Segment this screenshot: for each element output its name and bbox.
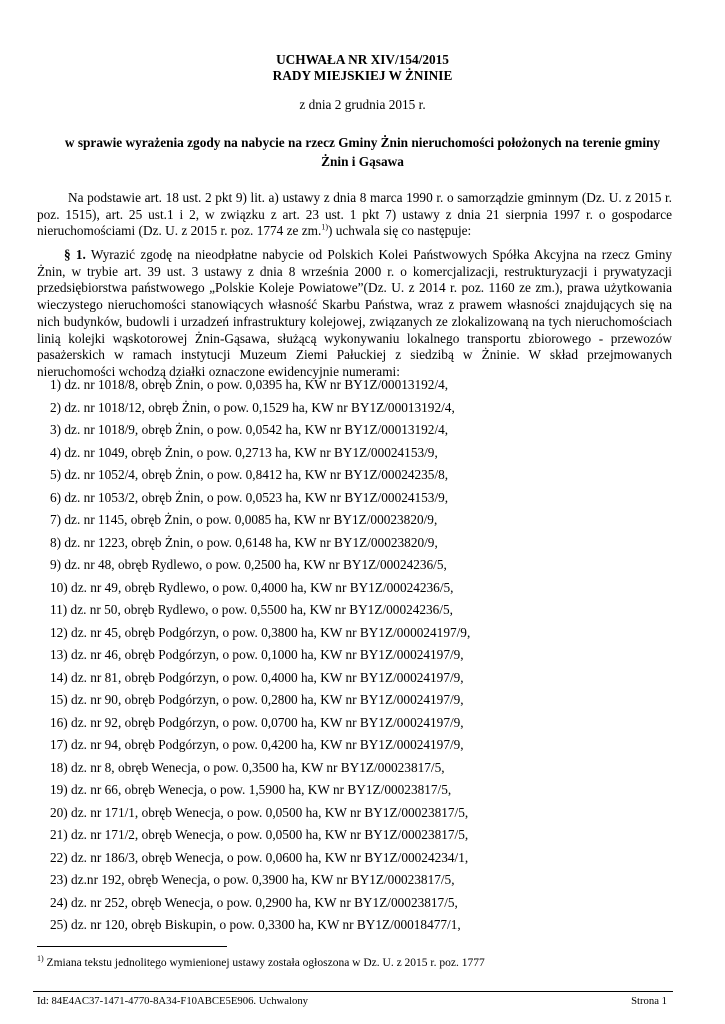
page-number: Strona 1 — [631, 995, 667, 1007]
parcel-list-item: 2) dz. nr 1018/12, obręb Żnin, o pow. 0,1529 ha, KW nr BY1Z/00013192/4, — [50, 399, 455, 415]
parcel-list-item: 4) dz. nr 1049, obręb Żnin, o pow. 0,2713 ha, KW nr BY1Z/00024153/9, — [50, 444, 438, 460]
footnote-text: Zmiana tekstu jednolitego wymienionej ustawy została ogłoszona w Dz. U. z 2015 r. poz. 1777 — [46, 957, 485, 969]
parcel-list — [50, 374, 670, 937]
preamble-paragraph — [37, 190, 672, 240]
parcel-list-item: 21) dz. nr 171/2, obręb Wenecja, o pow. 0,0500 ha, KW nr BY1Z/00023817/5, — [50, 827, 469, 842]
section-1-text: Wyrazić zgodę na nieodpłatne nabycie od Polskich Kolei Państwowych Spółka Akcyjna na rzecz Gminy Żnin, w trybie art. 39 ust. 3 ustawy z dnia 8 września 2000 r. o komercjalizacji, restrukturyzacji i prywatyzacji przedsiębiorstwa państwowego „Polskie Koleje Powiatowe”(Dz. U. z 2014 r. poz. 1160 ze zm.), prawa użytkowania wieczystego nieruchomości stanowiących własność Skarbu Państwa, wraz z prawem własności znajdujących się na nich budynków, budowli i urzadzeń infrastruktury kolejowej, związanych ze zlokalizowaną na tych nieruchomościach linią kolejki wąskotorowej Żnin-Gąsawa, służącą wykonywaniu lokalnego transportu zbiorowego - przewozów pasażerskich w ramach instytucji Muzeum Ziemi Pałuckiej z siedzibą w Żninie. W skład przejmowanych nieruchomości wchodzą działki oznaczone ewidencyjnie numerami: — [37, 247, 672, 379]
parcel-list-item: 3) dz. nr 1018/9, obręb Żnin, o pow. 0,0542 ha, KW nr BY1Z/00013192/4, — [50, 422, 449, 437]
parcel-list-item: 5) dz. nr 1052/4, obręb Żnin, o pow. 0,8412 ha, KW nr BY1Z/00024235/8, — [50, 467, 449, 482]
parcel-list-item: 10) dz. nr 49, obręb Rydlewo, o pow. 0,4000 ha, KW nr BY1Z/00024236/5, — [50, 579, 454, 595]
section-mark: § 1. — [64, 247, 86, 262]
footnote-marker: 1) — [37, 954, 44, 964]
parcel-list-item: 1) dz. nr 1018/8, obręb Żnin, o pow. 0,0395 ha, KW nr BY1Z/00013192/4, — [50, 377, 449, 392]
preamble-text: Na podstawie art. 18 ust. 2 pkt 9) lit. a) ustawy z dnia 8 marca 1990 r. o samorządzie gminnym (Dz. U. z 2015 r. poz. 1515), art. 25 ust.1 i 2, w związku z art. 23 ust. 1 pkt 7) ustawy z dnia 21 sierpnia 1997 r. o gospodarce nieruchomościami (Dz. U. z 2015 r. poz. 1774 ze zm. — [37, 190, 672, 239]
parcel-list-item: 6) dz. nr 1053/2, obręb Żnin, o pow. 0,0523 ha, KW nr BY1Z/00024153/9, — [50, 489, 449, 505]
parcel-list-item: 22) dz. nr 186/3, obręb Wenecja, o pow. 0,0600 ha, KW nr BY1Z/00024234/1, — [50, 849, 469, 865]
parcel-list-item: 17) dz. nr 94, obręb Podgórzyn, o pow. 0,4200 ha, KW nr BY1Z/00024197/9, — [50, 737, 464, 752]
section-1-paragraph — [37, 247, 672, 381]
parcel-list-item: 12) dz. nr 45, obręb Podgórzyn, o pow. 0,3800 ha, KW nr BY1Z/000024197/9, — [50, 624, 471, 640]
parcel-list-item: 15) dz. nr 90, obręb Podgórzyn, o pow. 0,2800 ha, KW nr BY1Z/00024197/9, — [50, 692, 464, 707]
document-id: Id: 84E4AC37-1471-4770-8A34-F10ABCE5E906. Uchwalony — [37, 995, 309, 1007]
parcel-list-item: 16) dz. nr 92, obręb Podgórzyn, o pow. 0,0700 ha, KW nr BY1Z/00024197/9, — [50, 714, 464, 730]
footnote — [37, 956, 677, 970]
parcel-list-item: 25) dz. nr 120, obręb Biskupin, o pow. 0,3300 ha, KW nr BY1Z/00018477/1, — [50, 917, 461, 932]
parcel-list-item: 24) dz. nr 252, obręb Wenecja, o pow. 0,2900 ha, KW nr BY1Z/00023817/5, — [50, 894, 458, 910]
footnote-reference[interactable]: 1) — [321, 222, 328, 232]
parcel-list-item: 14) dz. nr 81, obręb Podgórzyn, o pow. 0,4000 ha, KW nr BY1Z/00024197/9, — [50, 669, 464, 685]
council-name: RADY MIEJSKIEJ W ŻNINIE — [272, 67, 453, 83]
footnote-divider — [37, 946, 227, 947]
parcel-list-item: 20) dz. nr 171/1, obręb Wenecja, o pow. 0,0500 ha, KW nr BY1Z/00023817/5, — [50, 804, 469, 820]
parcel-list-item: 7) dz. nr 1145, obręb Żnin, o pow. 0,0085 ha, KW nr BY1Z/00023820/9, — [50, 512, 438, 527]
parcel-list-item: 8) dz. nr 1223, obręb Żnin, o pow. 0,6148 ha, KW nr BY1Z/00023820/9, — [50, 534, 438, 550]
parcel-list-item: 23) dz.nr 192, obręb Wenecja, o pow. 0,3900 ha, KW nr BY1Z/00023817/5, — [50, 872, 455, 887]
resolution-subject: w sprawie wyrażenia zgody na nabycie na rzecz Gminy Żnin nieruchomości położonych na terenie gminy Żnin i Gąsawa — [64, 135, 661, 169]
resolution-number: UCHWAŁA NR XIV/154/2015 — [276, 52, 449, 67]
footer-divider — [33, 991, 673, 992]
resolution-date: z dnia 2 grudnia 2015 r. — [299, 97, 426, 112]
resolution-title — [60, 52, 665, 83]
parcel-list-item: 19) dz. nr 66, obręb Wenecja, o pow. 1,5900 ha, KW nr BY1Z/00023817/5, — [50, 782, 452, 797]
parcel-list-item: 11) dz. nr 50, obręb Rydlewo, o pow. 0,5500 ha, KW nr BY1Z/00024236/5, — [50, 602, 454, 617]
parcel-list-item: 9) dz. nr 48, obręb Rydlewo, o pow. 0,2500 ha, KW nr BY1Z/00024236/5, — [50, 557, 447, 572]
parcel-list-item: 18) dz. nr 8, obręb Wenecja, o pow. 0,3500 ha, KW nr BY1Z/00023817/5, — [50, 759, 445, 775]
parcel-list-item: 13) dz. nr 46, obręb Podgórzyn, o pow. 0,1000 ha, KW nr BY1Z/00024197/9, — [50, 647, 464, 662]
preamble-text-end: ) uchwala się co następuje: — [328, 223, 472, 239]
